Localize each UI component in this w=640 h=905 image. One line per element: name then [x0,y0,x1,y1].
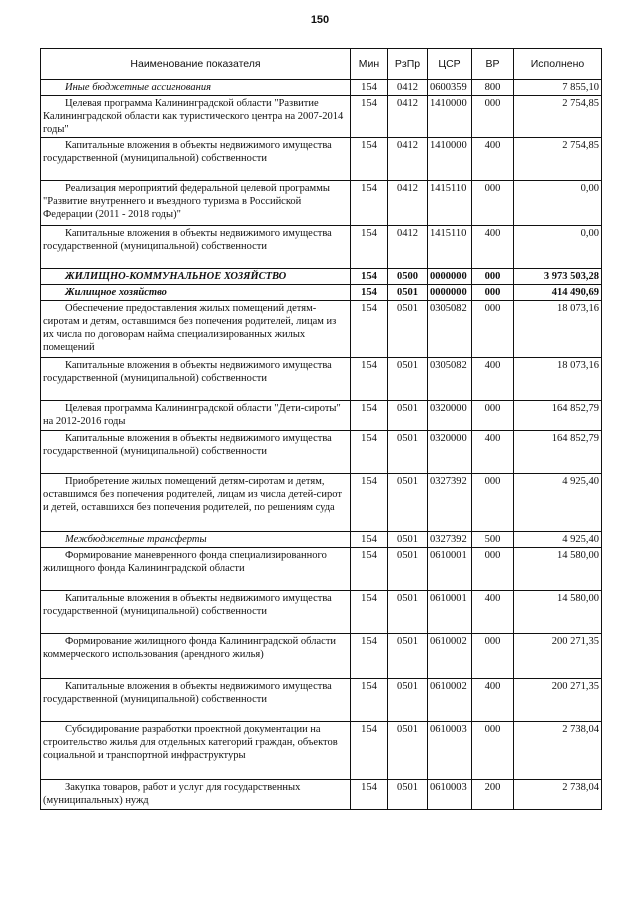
row-name: Капитальные вложения в объекты недвижимого имущества государственной (муниципальной) собственности [41,431,351,474]
row-min: 154 [351,401,388,431]
row-min: 154 [351,96,388,138]
row-rzpr: 0501 [388,474,428,532]
row-csr: 1410000 [428,138,472,181]
row-rzpr: 0501 [388,358,428,401]
row-sum: 14 580,00 [514,591,602,634]
row-csr: 1415110 [428,181,472,226]
row-min: 154 [351,285,388,301]
row-vr: 400 [472,431,514,474]
row-csr: 0610001 [428,591,472,634]
row-vr: 400 [472,226,514,269]
table-row [41,722,602,780]
header-csr: ЦСР [428,49,472,80]
table-row [41,401,602,431]
row-sum: 164 852,79 [514,401,602,431]
row-csr: 0305082 [428,358,472,401]
table-row [41,679,602,722]
row-sum: 2 738,04 [514,780,602,810]
row-sum: 4 925,40 [514,532,602,548]
row-min: 154 [351,634,388,679]
row-sum: 4 925,40 [514,474,602,532]
row-vr: 200 [472,780,514,810]
row-rzpr: 0412 [388,80,428,96]
row-csr: 0327392 [428,474,472,532]
row-vr: 400 [472,138,514,181]
row-vr: 500 [472,532,514,548]
row-vr: 000 [472,548,514,591]
row-name: Капитальные вложения в объекты недвижимого имущества государственной (муниципальной) собственности [41,138,351,181]
row-csr: 1410000 [428,96,472,138]
budget-table [40,48,602,810]
row-vr: 000 [472,401,514,431]
row-vr: 000 [472,634,514,679]
row-name: Межбюджетные трансферты [41,532,351,548]
row-name: Субсидирование разработки проектной документации на строительство жилья для отдельных категорий граждан, объектов социальной и транспортной инфраструктуры [41,722,351,780]
table-row [41,138,602,181]
row-sum: 18 073,16 [514,301,602,358]
row-min: 154 [351,548,388,591]
row-sum: 414 490,69 [514,285,602,301]
table-header-row [41,49,602,80]
row-csr: 0610002 [428,634,472,679]
row-name: Формирование маневренного фонда специализированного жилищного фонда Калининградской области [41,548,351,591]
row-csr: 0600359 [428,80,472,96]
row-sum: 0,00 [514,226,602,269]
row-rzpr: 0501 [388,722,428,780]
row-vr: 400 [472,358,514,401]
row-min: 154 [351,591,388,634]
header-vr: ВР [472,49,514,80]
row-min: 154 [351,80,388,96]
row-rzpr: 0501 [388,532,428,548]
row-rzpr: 0501 [388,285,428,301]
row-sum: 2 738,04 [514,722,602,780]
row-name: Капитальные вложения в объекты недвижимого имущества государственной (муниципальной) собственности [41,591,351,634]
row-min: 154 [351,474,388,532]
row-rzpr: 0501 [388,780,428,810]
row-name: Иные бюджетные ассигнования [41,80,351,96]
table-row [41,96,602,138]
row-rzpr: 0412 [388,138,428,181]
row-rzpr: 0412 [388,181,428,226]
row-name: Обеспечение предоставления жилых помещений детям-сиротам и детям, оставшимся без попечения родителей, лицам из их числа по договорам найма специализированных жилых помещений [41,301,351,358]
row-min: 154 [351,269,388,285]
row-vr: 000 [472,474,514,532]
row-sum: 0,00 [514,181,602,226]
row-min: 154 [351,358,388,401]
row-name: Формирование жилищного фонда Калининградской области коммерческого использования (арендного жилья) [41,634,351,679]
row-rzpr: 0501 [388,431,428,474]
row-sum: 200 271,35 [514,634,602,679]
row-min: 154 [351,431,388,474]
row-vr: 000 [472,96,514,138]
row-rzpr: 0501 [388,634,428,679]
section-name: ЖИЛИЩНО-КОММУНАЛЬНОЕ ХОЗЯЙСТВО [41,269,351,285]
row-vr: 800 [472,80,514,96]
row-rzpr: 0501 [388,301,428,358]
page-number: 150 [310,14,330,26]
table-row [41,226,602,269]
row-name: Капитальные вложения в объекты недвижимого имущества государственной (муниципальной) собственности [41,226,351,269]
row-sum: 3 973 503,28 [514,269,602,285]
row-name: Капитальные вложения в объекты недвижимого имущества государственной (муниципальной) собственности [41,679,351,722]
row-sum: 164 852,79 [514,431,602,474]
row-csr: 0327392 [428,532,472,548]
row-vr: 000 [472,181,514,226]
row-min: 154 [351,138,388,181]
subsection-name: Жилищное хозяйство [41,285,351,301]
row-csr: 0000000 [428,285,472,301]
row-min: 154 [351,532,388,548]
row-name: Целевая программа Калининградской области "Дети-сироты" на 2012-2016 годы [41,401,351,431]
row-rzpr: 0500 [388,269,428,285]
table-row [41,358,602,401]
row-name: Целевая программа Калининградской области "Развитие Калининградской области как туристического центра на 2007-2014 годы" [41,96,351,138]
row-name: Реализация мероприятий федеральной целевой программы "Развитие внутреннего и въездного туризма в Российской Федерации (2011 - 2018 годы)" [41,181,351,226]
row-rzpr: 0501 [388,548,428,591]
row-sum: 7 855,10 [514,80,602,96]
table-row [41,634,602,679]
row-name: Капитальные вложения в объекты недвижимого имущества государственной (муниципальной) собственности [41,358,351,401]
row-min: 154 [351,181,388,226]
row-csr: 0305082 [428,301,472,358]
row-name: Закупка товаров, работ и услуг для государственных (муниципальных) нужд [41,780,351,810]
row-sum: 2 754,85 [514,138,602,181]
table-row-subsection [41,285,602,301]
row-csr: 0610001 [428,548,472,591]
row-vr: 000 [472,269,514,285]
table-row [41,80,602,96]
row-csr: 0320000 [428,401,472,431]
row-sum: 18 073,16 [514,358,602,401]
row-rzpr: 0501 [388,401,428,431]
row-rzpr: 0501 [388,679,428,722]
table-row [41,431,602,474]
row-name: Приобретение жилых помещений детям-сиротам и детям, оставшимся без попечения родителей, лицам из числа детей-сирот и детей, оставшихся без попечения родителей, по решениям суда [41,474,351,532]
row-csr: 0320000 [428,431,472,474]
row-min: 154 [351,226,388,269]
header-min: Мин [351,49,388,80]
row-vr: 000 [472,301,514,358]
header-sum: Исполнено [514,49,602,80]
row-min: 154 [351,780,388,810]
row-min: 154 [351,301,388,358]
table-row [41,532,602,548]
row-min: 154 [351,679,388,722]
table-row [41,780,602,810]
header-name: Наименование показателя [41,49,351,80]
row-csr: 0000000 [428,269,472,285]
row-csr: 0610003 [428,722,472,780]
row-rzpr: 0412 [388,96,428,138]
table-row-section [41,269,602,285]
table-row [41,591,602,634]
row-sum: 2 754,85 [514,96,602,138]
row-vr: 000 [472,285,514,301]
row-sum: 14 580,00 [514,548,602,591]
row-sum: 200 271,35 [514,679,602,722]
row-csr: 0610002 [428,679,472,722]
row-min: 154 [351,722,388,780]
row-rzpr: 0501 [388,591,428,634]
row-csr: 0610003 [428,780,472,810]
table-row [41,301,602,358]
header-rzpr: РзПр [388,49,428,80]
table-row [41,548,602,591]
row-rzpr: 0412 [388,226,428,269]
row-vr: 000 [472,722,514,780]
table-row [41,474,602,532]
table-row [41,181,602,226]
row-csr: 1415110 [428,226,472,269]
row-vr: 400 [472,679,514,722]
row-vr: 400 [472,591,514,634]
